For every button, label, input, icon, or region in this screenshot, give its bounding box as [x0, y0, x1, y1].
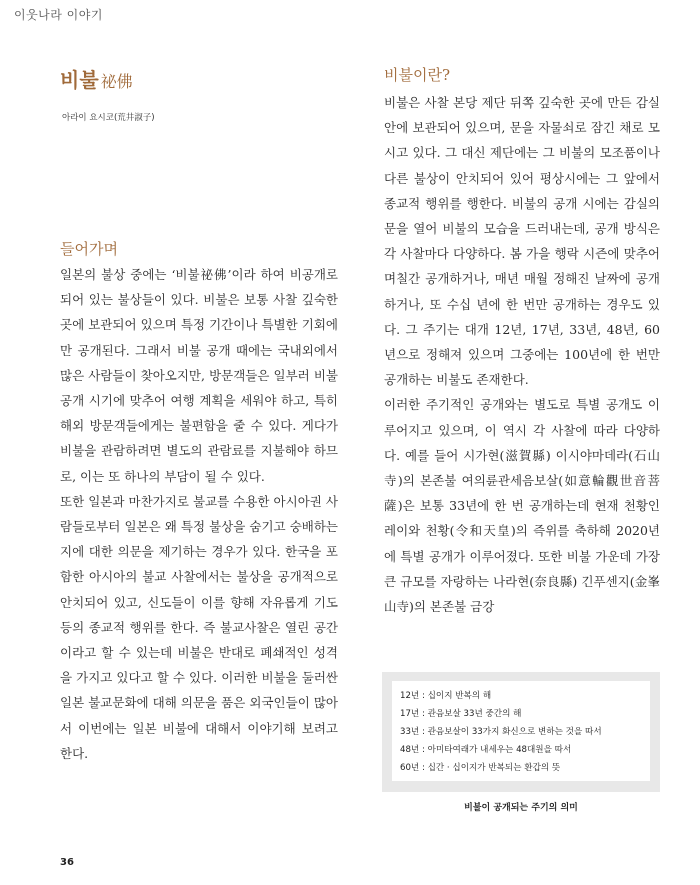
paragraph: 비불은 사찰 본당 제단 뒤쪽 깊숙한 곳에 만든 감실 안에 보관되어 있으며, 문을 자물쇠로 잠긴 채로 모시고 있다. 그 대신 제단에는 그 비불의 모조품이나 다른 불상이 안치되어 있어 평상시에는 그 앞에서 종교적 행위를 행한다. 비불의 공개 시에는 감실의 문을 열어 비불의 모습을 드러내는데, 공개 방식은 각 사찰마다 다양하다. 봄 가을 행락 시즌에 맞추어 며칠간 공개하거나, 매년 매월 정해진 날짜에 공개하거나, 또 수십 년에 한 번만 공개하는 경우도 있다. 그 주기는 대개 12년, 17년, 33년, 48년, 60년으로 정해져 있으며 그중에는 100년에 한 번만 공개하는 비불도 존재한다. [384, 95, 660, 388]
box-caption: 비불이 공개되는 주기의 의미 [464, 803, 578, 813]
section-heading-intro: 들어가며 [60, 240, 118, 258]
cycle-item: 48년 : 아미타여래가 내세우는 48대원을 따서 [400, 745, 572, 755]
paragraph: 이러한 주기적인 공개와는 별도로 특별 공개도 이루어지고 있으며, 이 역시 각 사찰에 따라 다양하다. 예를 들어 시가현(滋賀縣) 이시야마데라(石山寺)의 본존불 여의륜관세음보살(如意輪觀世音菩薩)은 보통 33년에 한 번 공개하는데 현재 천황인 레이와 천황(令和天皇)의 즉위를 축하해 2020년에 특별 공개가 이루어졌다. 또한 비불 가운데 가장 큰 규모를 자랑하는 나라현(奈良縣) 긴푸센지(金峯山寺)의 본존불 금강 [384, 397, 660, 615]
paragraph: 일본의 불상 중에는 ‘비불祕佛’이라 하여 비공개로 되어 있는 불상들이 있다. 비불은 보통 사찰 깊숙한 곳에 보관되어 있으며 특정 기간이나 특별한 기회에만 공개된다. 그래서 비불 공개 때에는 국내외에서 많은 사람들이 찾아오지만, 방문객들은 일부러 비불 공개 시기에 맞추어 여행 계획을 세워야 하고, 특히 해외 방문객들에게는 불편함을 줄 수 있다. 게다가 비불을 관람하려면 별도의 관람료를 지불해야 하므로, 이는 또 하나의 부담이 될 수 있다. [60, 267, 338, 484]
cycle-item: 60년 : 십간 · 십이지가 반복되는 환갑의 뜻 [400, 763, 561, 773]
cycle-item: 33년 : 관음보살이 33가지 화신으로 변하는 것을 따서 [400, 727, 602, 737]
cycle-info-box [382, 672, 660, 792]
paragraph: 또한 일본과 마찬가지로 불교를 수용한 아시아권 사람들로부터 일본은 왜 특정 불상을 숨기고 숭배하는지에 대한 의문을 제기하는 경우가 있다. 한국을 포함한 아시아의 불교 사찰에서는 불상을 공개적으로 안치되어 있고, 신도들이 이를 향해 자유롭게 기도 등의 종교적 행위를 한다. 즉 불교사찰은 열린 공간이라고 할 수 있는데 비불은 반대로 폐쇄적인 성격을 가지고 있다고 할 수 있다. 이러한 비불을 둘러싼 일본 불교문화에 대해 의문을 품은 외국인들이 많아서 이번에는 일본 비불에 대해서 이야기해 보려고 한다. [60, 493, 338, 761]
article-title [60, 64, 133, 93]
title-text: 비불 [60, 68, 99, 92]
section-heading-what-is: 비불이란? [384, 66, 451, 84]
cycle-item: 12년 : 십이지 반복의 해 [400, 691, 492, 701]
cycle-info-list [392, 681, 650, 781]
page-number: 36 [60, 857, 74, 868]
left-column [60, 262, 338, 766]
title-hanja: 祕佛 [100, 72, 133, 91]
running-head: 이웃나라 이야기 [14, 8, 103, 22]
right-column [384, 90, 660, 619]
author-name: 아라이 요시코(荒井淑子) [62, 113, 155, 123]
cycle-item: 17년 : 관음보살 33년 중간의 해 [400, 709, 522, 719]
